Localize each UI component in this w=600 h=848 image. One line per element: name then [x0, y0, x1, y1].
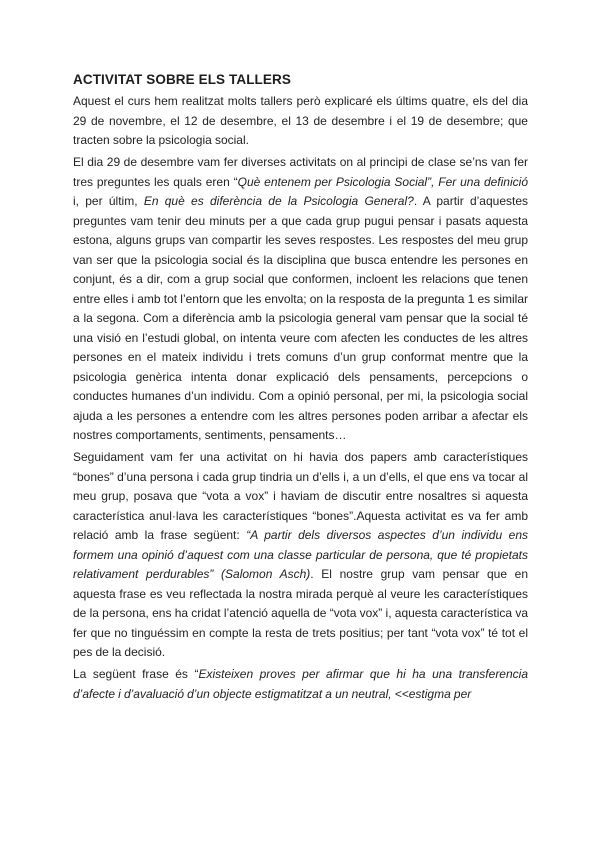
paragraph-text: . El nostre grup vam pensar que en aquesta frase es veu reflectada la nostra mirada perquè al veure les característiques de la persona, ens ha cridat l’atenció aquella de “vota vox” i, aquesta característica va fer que no tinguéssim en compte la resta de trets positius; per tant “vota vox” té tot el pes de la decisió.	[73, 567, 528, 659]
paragraph-intro: Aquest el curs hem realitzat molts tallers però explicaré els últims quatre, els del dia 29 de novembre, el 12 de desembre, el 13 de desembre i el 19 de desembre; que tracten sobre la psicologia social.	[73, 94, 528, 147]
paragraph-text: Seguidament vam fer una activitat on hi havia dos papers amb característiques “bones” d’una persona i cada grup tindria un d’ells i, a un d’ells, el que ens va tocar al meu grup, posava que “vota a vox” i haviam de discutir entre nosaltres si aquesta característica anul·lava les característiques “bones”.Aquesta activitat es va fer amb relació amb la frase següent:	[73, 450, 528, 542]
paragraph-text: . A partir d’aquestes preguntes vam tenir deu minuts per a que cada grup pugui pensar i pasats aquesta estona, alguns grups van compartir les seves respostes. Les respostes del meu grup van ser que la psicologia social és la disciplina que busca entendre les persones en conjunt, és a dir, com a grup social que conformen, incloent les relacions que tenen entre elles i amb tot l’entorn que les envolta; on la resposta de la pregunta 1 es similar a la segona. Com a diferència amb la psicologia general vam pensar que la social té una visió en l’estudi global, on intenta veure com afecten les conductes de les altres persones en el mateix individu i trets comuns d’un grup conformat mentre que la psicologia genèrica intenta donar explicació dels pensaments, percepcions o conductes humanes d’un individu. Com a opinió personal, per mi, la psicologia social ajuda a les persones a entendre com les altres persones poden arribar a afectar els nostres comportaments, sentiments, pensaments…	[73, 194, 528, 442]
asch-quote: “A partir dels diversos aspectes d’un individu ens formem una opinió d’aquest com una classe particular de persona, que té propietats relativament perdurables” (Salomon Asch)	[73, 528, 528, 581]
paragraph-stigma	[73, 665, 528, 704]
paragraph-second-activity	[73, 448, 528, 663]
paragraph-text: i, per últim,	[73, 194, 144, 208]
document-body	[73, 69, 528, 704]
paragraph-text: El dia 29 de desembre vam fer diverses activitats on al principi de clase se’ns van fer tres preguntes les quals eren “	[73, 155, 528, 189]
paragraph-first-workshop	[73, 153, 528, 446]
question-one-two: Què entenem per Psicologia Social”, Fer una definició	[237, 174, 528, 189]
paragraph-text: La següent frase és “	[73, 667, 199, 681]
document-title: ACTIVITAT SOBRE ELS TALLERS	[73, 72, 291, 87]
stigma-quote: Existeixen proves per afirmar que hi ha una transferencia d’afecte i d’avaluació d’un objecte estigmatitzat a un neutral, <<estigma per	[73, 667, 528, 701]
question-three: En què es diferència de la Psicologia General?	[143, 194, 414, 208]
